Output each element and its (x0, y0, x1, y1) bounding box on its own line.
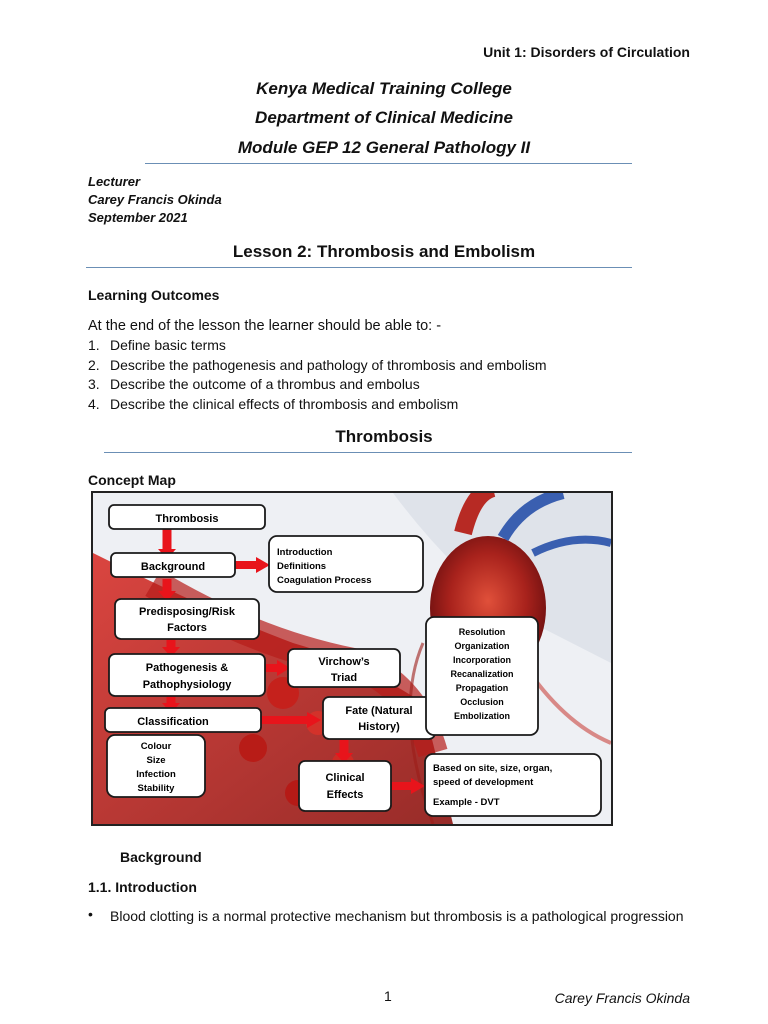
box-intro-line: Definitions (277, 561, 327, 572)
box-outcome-line: Occlusion (460, 697, 504, 707)
box-thrombosis (109, 505, 265, 529)
box-virchow-line: Triad (330, 672, 358, 684)
box-clinical (299, 761, 391, 811)
box-introduction (269, 536, 423, 592)
section-rule (104, 452, 632, 453)
box-class-line: Colour (140, 741, 172, 752)
box-based-line: Based on site, size, organ, (433, 763, 553, 774)
bullet-marker: • (88, 906, 93, 922)
lecturer-label: Lecturer (88, 174, 141, 189)
college-name: Kenya Medical Training College (256, 79, 512, 98)
lecture-date: September 2021 (88, 210, 188, 225)
box-pathogenesis-line: Pathogenesis & (145, 662, 229, 674)
subsection-heading: 1.1. Introduction (88, 879, 197, 895)
box-class-line: Stability (137, 783, 175, 794)
box-virchow-line: Virchow’s (318, 656, 370, 668)
lesson-rule (86, 267, 632, 268)
box-pathogenesis (109, 654, 265, 696)
bullet-text: Blood clotting is a normal protective mechanism but thrombosis is a pathological progression (110, 908, 684, 924)
list-item: 4. Describe the clinical effects of thrombosis and embolism (88, 395, 459, 412)
box-intro-line: Coagulation Process (277, 575, 372, 586)
box-outcome-line: Organization (454, 641, 510, 651)
department-name: Department of Clinical Medicine (255, 108, 513, 127)
box-predisposing-line: Predisposing/Risk (139, 606, 235, 618)
box-based-on (425, 754, 601, 816)
concept-map (91, 491, 613, 826)
concept-map-heading: Concept Map (88, 472, 176, 488)
blood-cell (239, 734, 267, 762)
box-clinical-line: Clinical (325, 772, 365, 784)
footer-author: Carey Francis Okinda (554, 990, 690, 1006)
outcomes-list (88, 336, 547, 414)
background-heading: Background (120, 849, 202, 865)
box-fate-line: History) (358, 721, 400, 733)
concept-map-svg (93, 493, 611, 824)
list-item: 2. Describe the pathogenesis and pathology of thrombosis and embolism (88, 356, 547, 373)
box-background-label: Background (140, 561, 206, 573)
box-fate-line: Fate (Natural (345, 705, 413, 717)
box-classification (105, 708, 261, 732)
outcomes-intro: At the end of the lesson the learner should be able to: - (88, 318, 442, 334)
box-background (111, 553, 235, 577)
box-outcome-line: Propagation (455, 683, 509, 693)
lesson-title: Lesson 2: Thrombosis and Embolism (232, 242, 536, 261)
box-clinical-line: Effects (326, 789, 364, 801)
list-item: 1. Define basic terms (88, 337, 226, 353)
box-virchow (288, 649, 400, 687)
section-title: Thrombosis (335, 427, 433, 446)
box-class-list (107, 735, 205, 797)
box-class-line: Size (146, 755, 166, 766)
box-outcome-line: Embolization (454, 711, 510, 721)
box-intro-line: Introduction (277, 547, 333, 558)
box-example-line: Example - DVT (433, 797, 500, 808)
box-thrombosis-label: Thrombosis (155, 513, 219, 525)
box-predisposing-line: Factors (167, 622, 207, 634)
running-header: Unit 1: Disorders of Circulation (483, 44, 690, 60)
page-number: 1 (384, 988, 392, 1004)
box-pathogenesis-line: Pathophysiology (142, 679, 232, 691)
box-class-line: Infection (136, 769, 176, 780)
lecturer-name: Carey Francis Okinda (88, 192, 222, 207)
outcomes-heading: Learning Outcomes (88, 287, 220, 303)
box-outcome-line: Recanalization (450, 669, 514, 679)
box-based-line: speed of development (433, 777, 534, 788)
box-predisposing (115, 599, 259, 639)
box-outcome-line: Incorporation (453, 655, 511, 665)
title-rule (145, 163, 632, 164)
box-outcome-line: Resolution (458, 627, 506, 637)
box-classification-label: Classification (137, 716, 209, 728)
box-fate (323, 697, 435, 739)
module-name: Module GEP 12 General Pathology II (237, 138, 531, 157)
box-outcomes (426, 617, 538, 735)
list-item: 3. Describe the outcome of a thrombus and embolus (88, 376, 420, 392)
